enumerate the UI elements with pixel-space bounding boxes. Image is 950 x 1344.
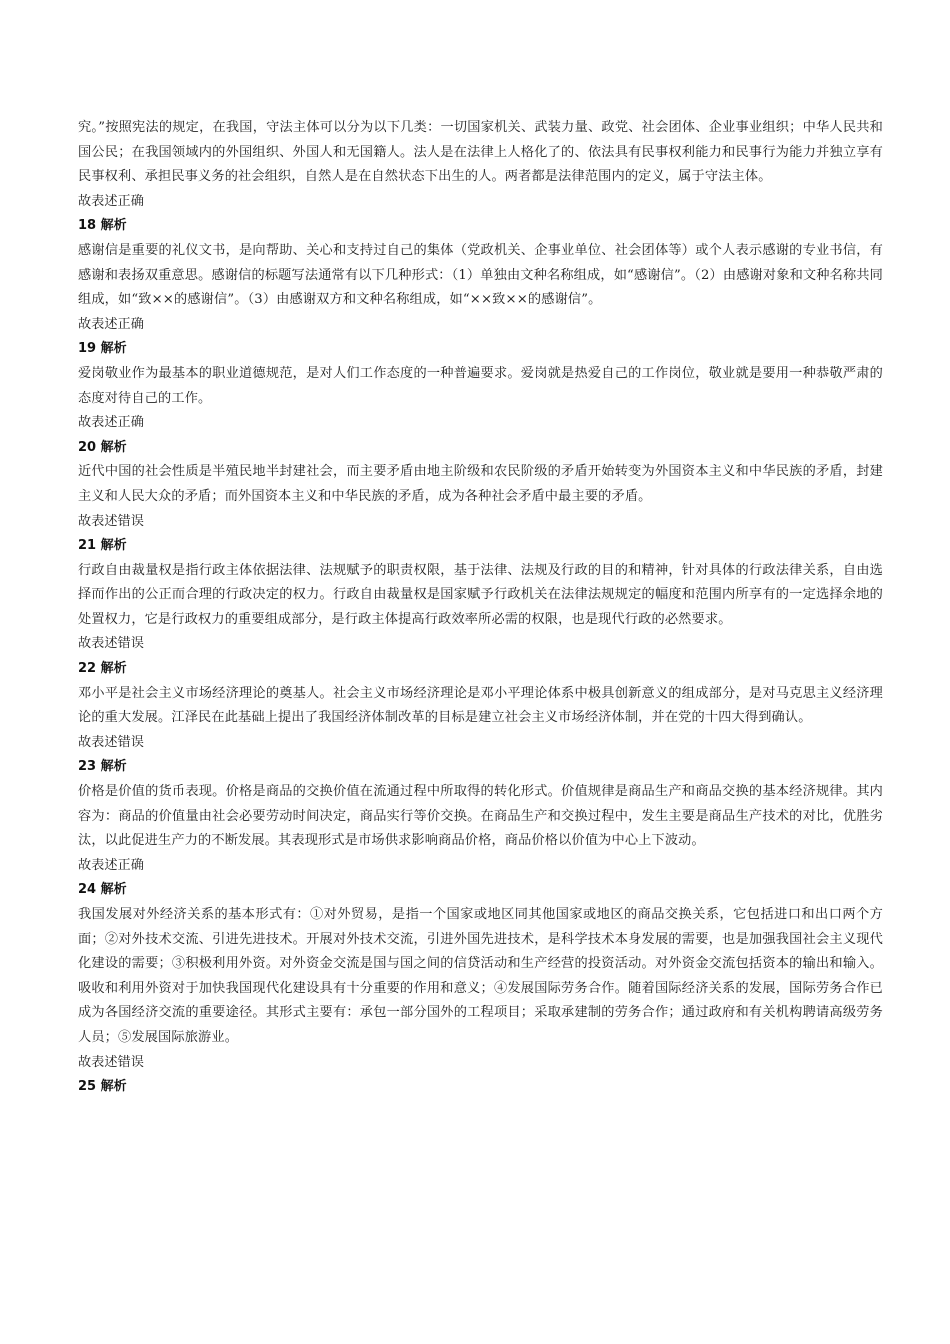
section-body: 价格是价值的货币表现。价格是商品的交换价值在流通过程中所取得的转化形式。价值规律是商品生产和商品交换的基本经济规律。其内容为：商品的价值量由社会必要劳动时间决定，商品实行等价交换。在商品生产和交换过程中，发生主要是商品生产技术的对比，优胜劣汰，以此促进生产力的不断发展。其表现形式是市场供求影响商品价格，商品价格以价值为中心上下波动。 [78, 784, 883, 849]
section-conclusion: 故表述错误 [78, 636, 144, 652]
section-heading: 19 解析 [78, 341, 127, 357]
intro-paragraph: 究。”按照宪法的规定，在我国，守法主体可以分为以下几类：一切国家机关、武装力量、政党、社会团体、企业事业组织；中华人民共和国公民；在我国领域内的外国组织、外国人和无国籍人。法人是在法律上人格化了的、依法具有民事权利能力和民事行为能力并独立享有民事权利、承担民事义务的社会组织，自然人是在自然状态下出生的人。两者都是法律范围内的定义，属于守法主体。 [78, 120, 883, 185]
section-heading: 20 解析 [78, 439, 127, 455]
section-heading: 21 解析 [78, 538, 127, 554]
intro-conclusion: 故表述正确 [78, 193, 144, 209]
section-conclusion: 故表述正确 [78, 415, 144, 431]
section-heading: 22 解析 [78, 661, 127, 677]
section-24 [78, 878, 883, 1075]
section-25 [78, 1075, 883, 1100]
section-heading: 24 解析 [78, 882, 127, 898]
document-page [78, 116, 883, 1100]
section-18 [78, 214, 883, 337]
section-body: 感谢信是重要的礼仪文书，是向帮助、关心和支持过自己的集体（党政机关、企事业单位、社会团体等）或个人表示感谢的专业书信，有感谢和表扬双重意思。感谢信的标题写法通常有以下几种形式：（1）单独由文种名称组成，如“感谢信”。（2）由感谢对象和文种名称共同组成，如“致××的感谢信”。（3）由感谢双方和文种名称组成，如“××致××的感谢信”。 [78, 242, 883, 308]
section-conclusion: 故表述正确 [78, 316, 144, 332]
section-body: 行政自由裁量权是指行政主体依据法律、法规赋予的职责权限，基于法律、法规及行政的目的和精神，针对具体的行政法律关系，自由选择而作出的公正而合理的行政决定的权力。行政自由裁量权是国家赋予行政机关在法律法规规定的幅度和范围内所享有的一定选择余地的处置权力，它是行政权力的重要组成部分，是行政主体提高行政效率所必需的权限，也是现代行政的必然要求。 [78, 562, 883, 627]
section-heading: 18 解析 [78, 218, 127, 234]
section-23 [78, 755, 883, 878]
section-body: 爱岗敬业作为最基本的职业道德规范，是对人们工作态度的一种普遍要求。爱岗就是热爱自己的工作岗位，敬业就是要用一种恭敬严肃的态度对待自己的工作。 [78, 365, 883, 406]
section-conclusion: 故表述错误 [78, 734, 144, 750]
section-conclusion: 故表述正确 [78, 857, 144, 873]
section-body: 邓小平是社会主义市场经济理论的奠基人。社会主义市场经济理论是邓小平理论体系中极具创新意义的组成部分，是对马克思主义经济理论的重大发展。江泽民在此基础上提出了我国经济体制改革的目标是建立社会主义市场经济体制，并在党的十四大得到确认。 [78, 685, 883, 726]
section-20 [78, 436, 883, 534]
section-conclusion: 故表述错误 [78, 513, 144, 529]
section-body: 我国发展对外经济关系的基本形式有：①对外贸易，是指一个国家或地区同其他国家或地区的商品交换关系，它包括进口和出口两个方面；②对外技术交流、引进先进技术。开展对外技术交流，引进外国先进技术，是科学技术本身发展的需要，也是加强我国社会主义现代化建设的需要；③积极利用外资。对外资金交流是国与国之间的信贷活动和生产经营的投资活动。对外资金交流包括资本的输出和输入。吸收和利用外资对于加快我国现代化建设具有十分重要的作用和意义；④发展国际劳务合作。随着国际经济关系的发展，国际劳务合作已成为各国经济交流的重要途径。其形式主要有：承包一部分国外的工程项目；采取承建制的劳务合作；通过政府和有关机构聘请高级劳务人员；⑤发展国际旅游业。 [78, 907, 883, 1045]
section-heading: 25 解析 [78, 1079, 127, 1095]
section-conclusion: 故表述错误 [78, 1054, 144, 1070]
section-22 [78, 657, 883, 755]
section-21 [78, 534, 883, 657]
section-19 [78, 337, 883, 435]
section-heading: 23 解析 [78, 759, 127, 775]
section-body: 近代中国的社会性质是半殖民地半封建社会，而主要矛盾由地主阶级和农民阶级的矛盾开始转变为外国资本主义和中华民族的矛盾，封建主义和人民大众的矛盾；而外国资本主义和中华民族的矛盾，成为各种社会矛盾中最主要的矛盾。 [78, 464, 883, 504]
